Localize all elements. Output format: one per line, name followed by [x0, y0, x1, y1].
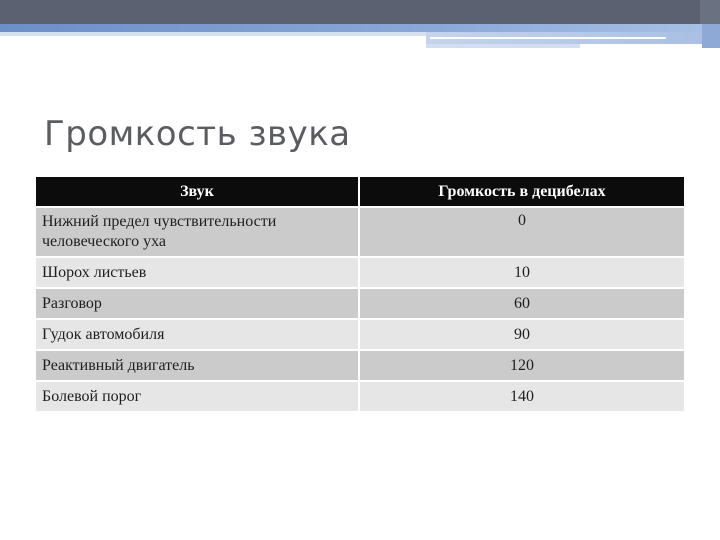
table-row [36, 207, 684, 257]
sound-level-table [36, 177, 684, 413]
cell-level: 10 [359, 257, 684, 288]
cell-level: 140 [359, 381, 684, 412]
cell-sound: Реактивный двигатель [36, 350, 359, 381]
cell-sound: Нижний предел чувствительности человеческого уха [36, 207, 359, 257]
table-row [36, 381, 684, 412]
banner-light-left [0, 32, 426, 36]
cell-level: 0 [359, 207, 684, 257]
cell-sound: Гудок автомобиля [36, 319, 359, 350]
cell-sound: Разговор [36, 288, 359, 319]
table-header-row [36, 177, 684, 207]
banner-light-under [426, 44, 580, 48]
table-row [36, 319, 684, 350]
banner-white-stripe [430, 37, 666, 39]
table-row [36, 257, 684, 288]
column-header-sound: Звук [36, 177, 359, 207]
banner-edge-block [702, 24, 720, 48]
cell-sound: Шорох листьев [36, 257, 359, 288]
banner-blue-band [0, 24, 720, 32]
slide-title: Громкость звука [44, 114, 351, 154]
cell-level: 90 [359, 319, 684, 350]
banner-dark-tail [700, 0, 720, 24]
table-row [36, 288, 684, 319]
cell-level: 60 [359, 288, 684, 319]
table-row [36, 350, 684, 381]
column-header-level: Громкость в децибелах [359, 177, 684, 207]
cell-level: 120 [359, 350, 684, 381]
decorative-banner [0, 0, 720, 50]
banner-dark-band [0, 0, 700, 24]
cell-sound: Болевой порог [36, 381, 359, 412]
